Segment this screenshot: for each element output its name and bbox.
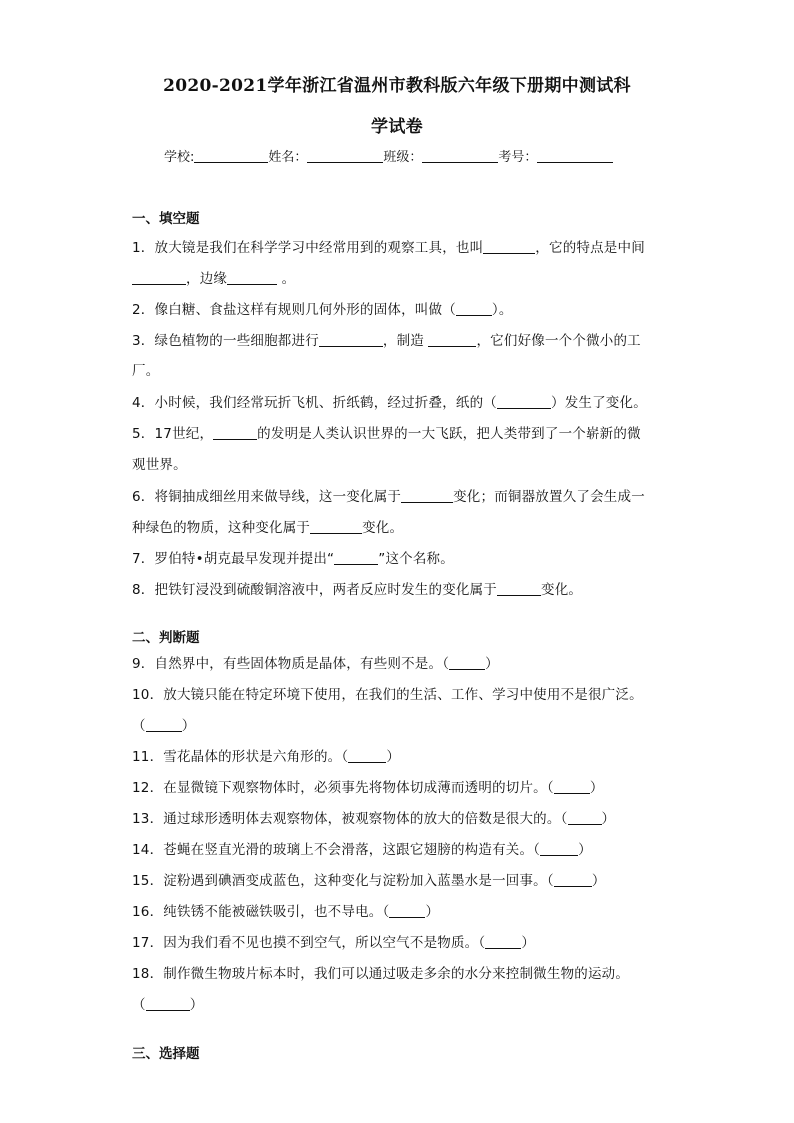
question-1: 1．放大镜是我们在科学学习中经常用到的观察工具，也叫 ，它的特点是中间 [132,240,645,256]
answer-blank[interactable] [132,270,186,285]
answer-blank[interactable] [497,581,541,596]
exam-title-line2: 学试卷 [371,117,423,137]
answer-blank[interactable] [319,332,383,347]
question-17: 17．因为我们看不见也摸不到空气，所以空气不是物质。（ ） [132,935,536,951]
name-label: 姓名： [268,150,308,165]
answer-blank[interactable] [310,519,362,534]
question-6-cont: 种绿色的物质，这种变化属于 变化。 [132,520,404,536]
question-9: 9．自然界中，有些固体物质是晶体，有些则不是。（ ） [132,656,499,672]
question-2: 2．像白糖、食盐这样有规则几何外形的固体，叫做（ ）。 [132,302,513,318]
answer-blank[interactable] [554,872,592,887]
answer-blank[interactable] [568,810,602,825]
class-blank[interactable] [422,148,498,163]
answer-blank[interactable] [213,425,257,440]
exam-title-line1: 2020-2021学年浙江省温州市教科版六年级下册期中测试科 [163,76,631,96]
question-18-cont: （ ） [132,997,204,1013]
question-3: 3．绿色植物的一些细胞都进行 ，制造 ，它们好像一个个微小的工 [132,333,641,349]
answer-blank[interactable] [485,934,521,949]
question-11: 11．雪花晶体的形状是六角形的。（ ） [132,749,401,765]
question-14: 14．苍蝇在竖直光滑的玻璃上不会滑落，这跟它翅膀的构造有关。（ ） [132,842,592,858]
answer-blank[interactable] [389,903,425,918]
answer-blank[interactable] [456,301,492,316]
name-blank[interactable] [307,148,383,163]
answer-blank[interactable] [401,488,453,503]
section-fill-blank: 一、填空题 [132,211,200,227]
answer-blank[interactable] [449,655,485,670]
question-10: 10．放大镜只能在特定环境下使用，在我们的生活、工作、学习中使用不是很广泛。 [132,687,643,703]
question-10-cont: （ ） [132,718,196,734]
question-1-cont: ，边缘 。 [132,267,295,287]
question-8: 8．把铁钉浸没到硫酸铜溶液中，两者反应时发生的变化属于 变化。 [132,582,583,598]
question-12: 12．在显微镜下观察物体时，必须事先将物体切成薄而透明的切片。（ ） [132,780,604,796]
question-18: 18．制作微生物玻片标本时，我们可以通过吸走多余的水分来控制微生物的运动。 [132,966,630,982]
number-blank[interactable] [537,148,613,163]
question-6: 6．将铜抽成细丝用来做导线，这一变化属于 变化；而铜器放置久了会生成一 [132,489,645,505]
answer-blank[interactable] [146,996,190,1011]
question-15: 15．淀粉遇到碘酒变成蓝色，这种变化与淀粉加入蓝墨水是一回事。（ ） [132,873,606,889]
answer-blank[interactable] [428,332,476,347]
section-multiple-choice: 三、选择题 [132,1046,200,1062]
section-true-false: 二、判断题 [132,630,200,646]
answer-blank[interactable] [540,841,578,856]
number-label: 考号： [498,150,538,165]
class-label: 班级： [383,150,423,165]
question-7: 7．罗伯特•胡克最早发现并提出“ ”这个名称。 [132,551,454,567]
answer-blank[interactable] [483,239,535,254]
question-5-cont: 观世界。 [132,457,187,473]
answer-blank[interactable] [554,779,590,794]
answer-blank[interactable] [146,717,182,732]
question-16: 16．纯铁锈不能被磁铁吸引，也不导电。（ ） [132,904,440,920]
answer-blank[interactable] [497,394,551,409]
student-info-row [164,146,613,165]
answer-blank[interactable] [348,748,386,763]
school-blank[interactable] [194,148,268,163]
answer-blank[interactable] [334,550,378,565]
question-3-cont: 厂。 [132,363,160,379]
question-5: 5．17世纪， 的发明是人类认识世界的一大飞跃，把人类带到了一个崭新的微 [132,426,641,442]
answer-blank[interactable] [227,270,277,285]
school-label: 学校: [164,150,195,165]
question-4: 4．小时候，我们经常玩折飞机、折纸鹤，经过折叠，纸的（ ）发生了变化。 [132,395,647,411]
question-13: 13．通过球形透明体去观察物体，被观察物体的放大的倍数是很大的。（ ） [132,811,616,827]
